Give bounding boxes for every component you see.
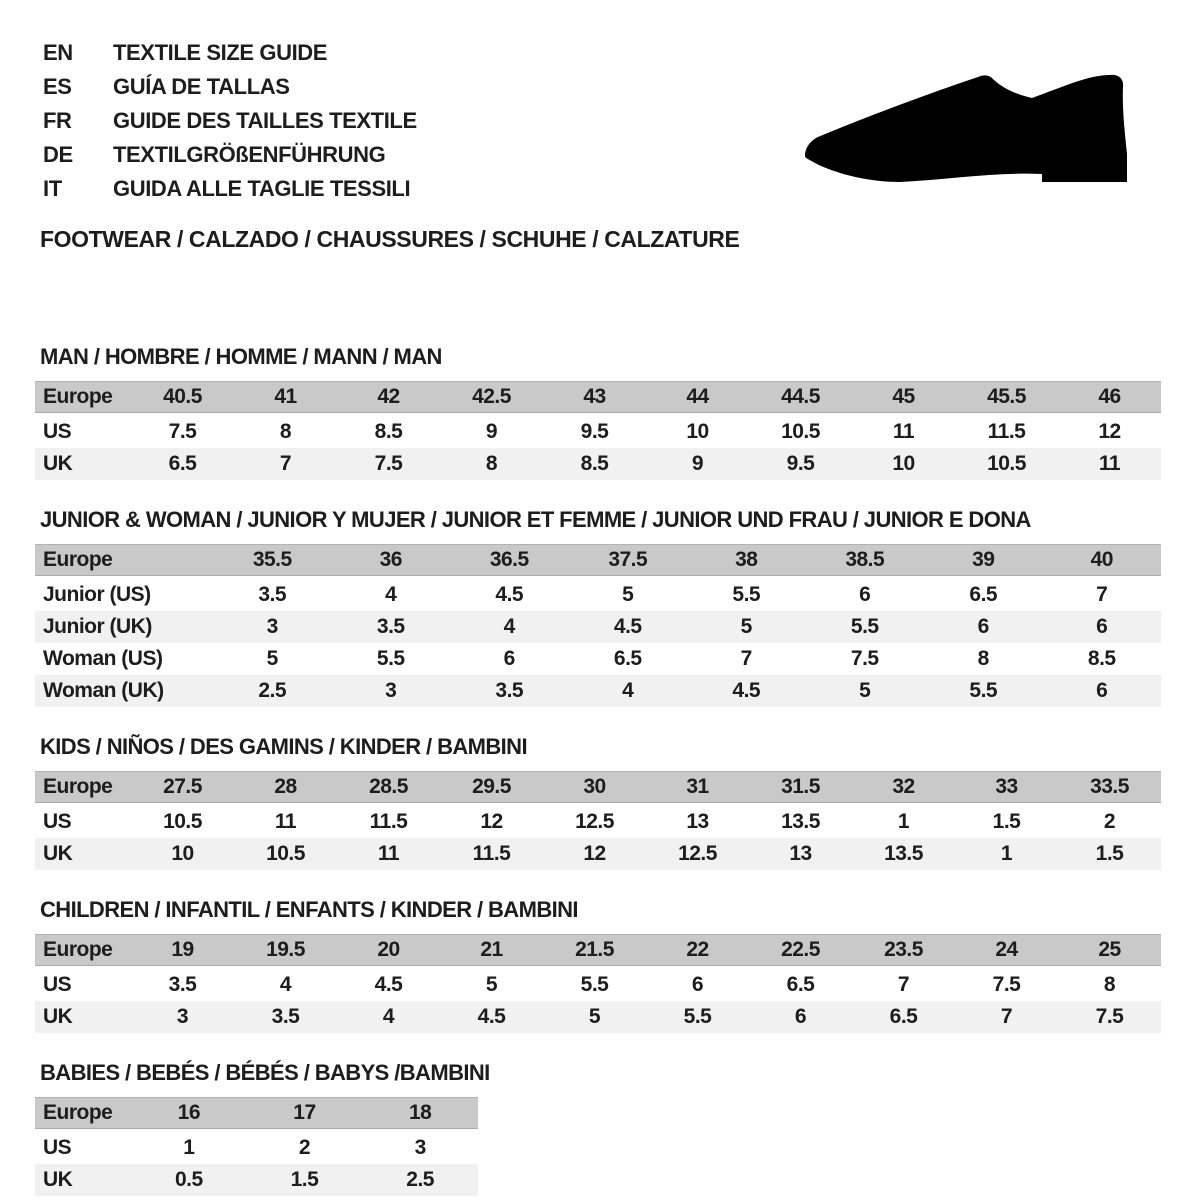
size-row-junior-woman-junior-us (35, 578, 1161, 612)
row-label: UK (35, 1164, 131, 1196)
size-value: 2 (1103, 810, 1116, 833)
size-value: 11.5 (987, 420, 1026, 443)
size-row-kids-us (35, 805, 1161, 839)
size-value: 7.5 (1058, 1001, 1161, 1033)
size-value: 0.5 (131, 1164, 247, 1196)
size-value: 3.5 (234, 1001, 337, 1033)
size-table-man (35, 381, 1161, 480)
size-value: 7.5 (992, 973, 1021, 996)
size-value: 3 (213, 611, 332, 643)
size-value: 36 (332, 544, 451, 578)
size-value: 19 (131, 934, 234, 968)
size-value: 7 (740, 647, 752, 670)
size-value: 11.5 (369, 810, 408, 833)
size-value: 3.5 (258, 583, 287, 606)
size-section-kids (35, 735, 1165, 870)
size-value: 38.5 (806, 544, 925, 578)
language-code: FR (43, 108, 72, 133)
size-value: 5 (806, 675, 925, 707)
section-title-man: MAN / HOMBRE / HOMME / MANN / MAN (40, 344, 442, 369)
size-value: 2 (298, 1136, 311, 1159)
size-row-kids-uk (35, 838, 1161, 870)
size-value: 12 (480, 810, 503, 833)
size-value: 40 (1043, 544, 1162, 578)
size-value: 13.5 (781, 810, 820, 833)
size-value: 9.5 (749, 448, 852, 480)
size-value: 5 (543, 1001, 646, 1033)
language-code: ES (43, 74, 72, 99)
size-value: 3.5 (168, 973, 197, 996)
size-value: 17 (247, 1097, 363, 1131)
size-value: 6.5 (786, 973, 815, 996)
size-value: 6 (1043, 675, 1162, 707)
size-value: 7.5 (850, 647, 879, 670)
size-value: 39 (924, 544, 1043, 578)
size-value: 8 (279, 420, 292, 443)
size-value: 28 (234, 771, 337, 805)
size-value: 2.5 (362, 1164, 478, 1196)
size-row-junior-woman-europe (35, 544, 1161, 578)
size-value: 33 (955, 771, 1058, 805)
size-value: 25 (1058, 934, 1161, 968)
row-label: Junior (UK) (35, 611, 213, 643)
language-row-en (35, 36, 1165, 70)
size-value: 6.5 (969, 583, 998, 606)
size-value: 5 (622, 583, 634, 606)
language-title: GUIDA ALLE TAGLIE TESSILI (113, 176, 411, 201)
language-code: DE (43, 142, 73, 167)
size-value: 18 (362, 1097, 478, 1131)
size-value: 3 (414, 1136, 426, 1159)
size-row-man-us (35, 415, 1161, 449)
size-value: 23.5 (852, 934, 955, 968)
size-value: 10 (852, 448, 955, 480)
size-value: 11.5 (440, 838, 543, 870)
size-value: 10.5 (163, 810, 202, 833)
size-value: 2.5 (213, 675, 332, 707)
size-value: 4.5 (374, 973, 403, 996)
section-title-kids: KIDS / NIÑOS / DES GAMINS / KINDER / BAMBINI (40, 734, 527, 759)
row-label: Junior (US) (43, 583, 151, 606)
row-label: Europe (35, 1097, 131, 1131)
size-row-man-europe (35, 381, 1161, 415)
row-label: UK (35, 448, 131, 480)
size-value: 6 (749, 1001, 852, 1033)
language-title: GUIDE DES TAILLES TEXTILE (113, 108, 417, 133)
size-value: 8 (1103, 973, 1116, 996)
size-value: 11 (274, 810, 297, 833)
row-label: US (43, 810, 72, 833)
size-value: 4 (279, 973, 292, 996)
size-value: 32 (852, 771, 955, 805)
size-value: 1 (897, 810, 910, 833)
size-value: 4 (337, 1001, 440, 1033)
size-row-children-uk (35, 1001, 1161, 1033)
size-section-man (35, 345, 1165, 480)
size-value: 6.5 (131, 448, 234, 480)
row-label: Europe (35, 771, 131, 805)
size-value: 22 (646, 934, 749, 968)
row-label: Europe (35, 934, 131, 968)
row-label: Woman (US) (43, 647, 163, 670)
size-value: 5 (687, 611, 806, 643)
size-value: 5 (266, 647, 278, 670)
language-title: TEXTILGRÖßENFÜHRUNG (113, 142, 386, 167)
size-value: 19.5 (234, 934, 337, 968)
size-value: 38 (687, 544, 806, 578)
size-value: 3.5 (332, 611, 451, 643)
size-value: 28.5 (337, 771, 440, 805)
size-value: 45 (852, 381, 955, 415)
size-value: 12 (1098, 420, 1121, 443)
size-value: 4 (385, 583, 397, 606)
section-title-junior-woman: JUNIOR & WOMAN / JUNIOR Y MUJER / JUNIOR ET FEMME / JUNIOR UND FRAU / JUNIOR E DONA (40, 507, 1031, 532)
size-value: 8.5 (374, 420, 403, 443)
size-row-man-uk (35, 448, 1161, 480)
size-value: 46 (1058, 381, 1161, 415)
size-value: 35.5 (213, 544, 332, 578)
size-value: 7 (1096, 583, 1108, 606)
size-value: 21.5 (543, 934, 646, 968)
size-tables (35, 345, 1165, 1196)
size-row-children-europe (35, 934, 1161, 968)
category-title: FOOTWEAR / CALZADO / CHAUSSURES / SCHUHE / CALZATURE (40, 226, 740, 252)
size-table-babies (35, 1097, 478, 1196)
size-value: 11 (892, 420, 915, 443)
size-value: 10.5 (781, 420, 820, 443)
size-value: 21 (440, 934, 543, 968)
size-value: 1 (183, 1136, 195, 1159)
size-section-children (35, 898, 1165, 1033)
size-row-junior-woman-woman-us (35, 643, 1161, 675)
size-value: 42 (337, 381, 440, 415)
row-label: US (43, 1136, 72, 1159)
size-value: 10.5 (234, 838, 337, 870)
size-value: 5.5 (646, 1001, 749, 1033)
size-value: 22.5 (749, 934, 852, 968)
language-title: GUÍA DE TALLAS (113, 74, 290, 99)
language-code: IT (43, 176, 62, 201)
size-value: 6 (691, 973, 704, 996)
size-value: 33.5 (1058, 771, 1161, 805)
size-value: 42.5 (440, 381, 543, 415)
shoe-icon (805, 72, 1140, 185)
size-value: 36.5 (450, 544, 569, 578)
size-value: 4.5 (687, 675, 806, 707)
size-value: 8.5 (1087, 647, 1116, 670)
size-value: 5.5 (376, 647, 405, 670)
language-code: EN (43, 40, 73, 65)
size-row-junior-woman-woman-uk (35, 675, 1161, 707)
size-value: 10 (131, 838, 234, 870)
size-value: 7.5 (337, 448, 440, 480)
size-value: 12.5 (646, 838, 749, 870)
size-value: 43 (543, 381, 646, 415)
size-value: 1.5 (1058, 838, 1161, 870)
size-value: 3 (131, 1001, 234, 1033)
row-label: US (43, 973, 72, 996)
size-value: 31.5 (749, 771, 852, 805)
size-value: 4 (569, 675, 688, 707)
size-section-junior-woman (35, 508, 1165, 707)
row-label: US (43, 420, 72, 443)
size-row-babies-uk (35, 1164, 478, 1196)
size-value: 37.5 (569, 544, 688, 578)
size-value: 16 (131, 1097, 247, 1131)
size-value: 45.5 (955, 381, 1058, 415)
size-value: 7 (955, 1001, 1058, 1033)
size-value: 7.5 (168, 420, 197, 443)
size-value: 9 (646, 448, 749, 480)
size-value: 5.5 (732, 583, 761, 606)
section-title-children: CHILDREN / INFANTIL / ENFANTS / KINDER / BAMBINI (40, 897, 578, 922)
size-value: 9.5 (580, 420, 609, 443)
size-value: 9 (485, 420, 498, 443)
size-value: 13 (749, 838, 852, 870)
size-value: 5.5 (924, 675, 1043, 707)
size-value: 24 (955, 934, 1058, 968)
size-row-junior-woman-junior-uk (35, 611, 1161, 643)
size-value: 12 (543, 838, 646, 870)
size-table-junior-woman (35, 544, 1161, 707)
size-value: 13.5 (852, 838, 955, 870)
size-value: 7 (897, 973, 910, 996)
size-value: 1 (955, 838, 1058, 870)
size-value: 8.5 (543, 448, 646, 480)
size-value: 6.5 (852, 1001, 955, 1033)
size-value: 3.5 (450, 675, 569, 707)
size-value: 29.5 (440, 771, 543, 805)
size-value: 5.5 (580, 973, 609, 996)
size-row-kids-europe (35, 771, 1161, 805)
size-value: 4 (450, 611, 569, 643)
size-value: 12.5 (575, 810, 614, 833)
language-title: TEXTILE SIZE GUIDE (113, 40, 328, 65)
size-value: 6.5 (613, 647, 642, 670)
size-value: 41 (234, 381, 337, 415)
size-row-babies-us (35, 1131, 478, 1165)
size-value: 6 (1043, 611, 1162, 643)
size-value: 44.5 (749, 381, 852, 415)
size-value: 4.5 (440, 1001, 543, 1033)
row-label: Woman (UK) (35, 675, 213, 707)
row-label: Europe (35, 381, 131, 415)
size-value: 4.5 (569, 611, 688, 643)
row-label: Europe (35, 544, 213, 578)
size-value: 6 (924, 611, 1043, 643)
size-value: 8 (440, 448, 543, 480)
size-value: 10.5 (955, 448, 1058, 480)
row-label: UK (35, 1001, 131, 1033)
size-value: 11 (1058, 448, 1161, 480)
size-value: 1.5 (247, 1164, 363, 1196)
size-row-children-us (35, 968, 1161, 1002)
size-value: 13 (686, 810, 709, 833)
row-label: UK (35, 838, 131, 870)
size-value: 30 (543, 771, 646, 805)
size-value: 7 (234, 448, 337, 480)
size-value: 6 (503, 647, 515, 670)
size-value: 8 (977, 647, 989, 670)
size-value: 1.5 (992, 810, 1021, 833)
size-row-babies-europe (35, 1097, 478, 1131)
size-value: 40.5 (131, 381, 234, 415)
size-section-babies (35, 1061, 1165, 1196)
size-value: 44 (646, 381, 749, 415)
size-value: 5.5 (806, 611, 925, 643)
size-value: 31 (646, 771, 749, 805)
size-table-children (35, 934, 1161, 1033)
size-value: 6 (859, 583, 871, 606)
size-value: 27.5 (131, 771, 234, 805)
size-value: 11 (337, 838, 440, 870)
size-value: 4.5 (495, 583, 524, 606)
section-title-babies: BABIES / BEBÉS / BÉBÉS / BABYS /BAMBINI (40, 1060, 490, 1085)
size-value: 5 (485, 973, 498, 996)
size-value: 20 (337, 934, 440, 968)
size-value: 3 (332, 675, 451, 707)
size-value: 10 (686, 420, 709, 443)
size-table-kids (35, 771, 1161, 870)
